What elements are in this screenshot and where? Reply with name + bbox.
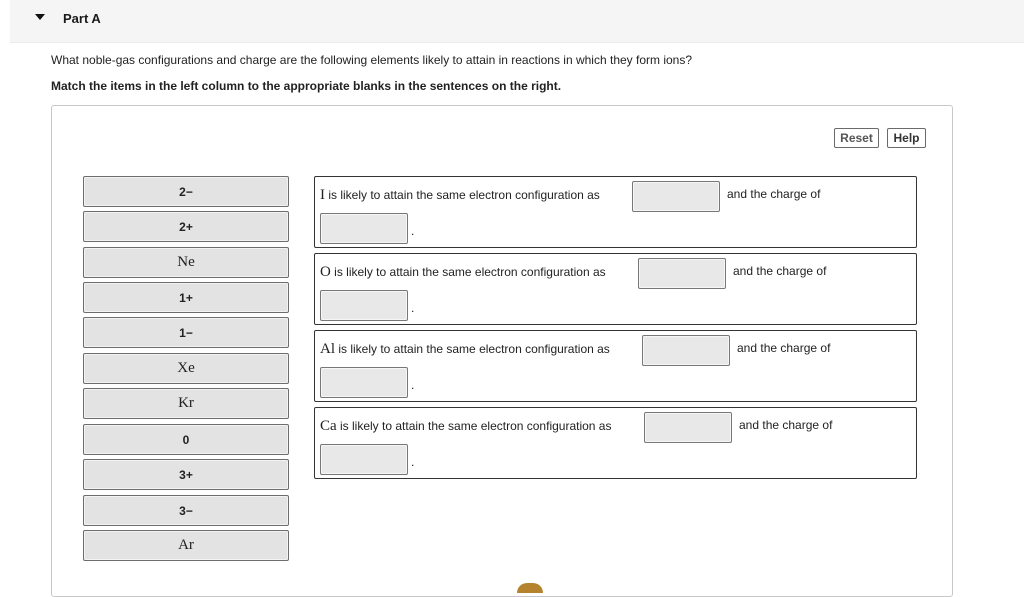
- sentence-oxygen: [314, 253, 917, 325]
- sentence-body: is likely to attain the same electron configuration as: [336, 419, 612, 433]
- token-1-minus[interactable]: 1−: [83, 317, 289, 348]
- sentence-body: is likely to attain the same electron configuration as: [330, 265, 606, 279]
- sentence-suffix: and the charge of: [733, 264, 827, 278]
- question-text: What noble-gas configurations and charge are the following elements likely to attain in reactions in which they form ions?: [51, 53, 693, 67]
- sentence-aluminum: [314, 330, 917, 402]
- sentence-iodine: [314, 176, 917, 248]
- token-kr[interactable]: Kr: [83, 388, 289, 419]
- token-3-minus[interactable]: 3−: [83, 495, 289, 526]
- part-header[interactable]: [10, 0, 1024, 43]
- element-symbol: I: [320, 187, 325, 203]
- element-symbol: O: [320, 264, 331, 280]
- token-xe[interactable]: Xe: [83, 353, 289, 384]
- caret-down-icon[interactable]: [35, 14, 45, 20]
- drop-zone-charge[interactable]: [320, 290, 408, 321]
- token-2-minus[interactable]: 2−: [83, 176, 289, 207]
- sentence-text: [320, 418, 611, 435]
- sentence-suffix: and the charge of: [737, 341, 831, 355]
- instruction-text: Match the items in the left column to the appropriate blanks in the sentences on the right.: [51, 79, 562, 93]
- token-1-plus[interactable]: 1+: [83, 282, 289, 313]
- drop-zone-configuration[interactable]: [632, 181, 720, 212]
- drop-zone-charge[interactable]: [320, 444, 408, 475]
- sentence-body: is likely to attain the same electron configuration as: [325, 188, 600, 202]
- drop-zone-charge[interactable]: [320, 367, 408, 398]
- sentence-suffix: and the charge of: [727, 187, 821, 201]
- token-0[interactable]: 0: [83, 424, 289, 455]
- sentence-text: [320, 341, 610, 358]
- drop-zone-charge[interactable]: [320, 213, 408, 244]
- reset-button[interactable]: Reset: [834, 128, 879, 148]
- help-button[interactable]: Help: [887, 128, 926, 148]
- sentence-suffix: and the charge of: [739, 418, 833, 432]
- token-ar[interactable]: Ar: [83, 530, 289, 561]
- token-ne[interactable]: Ne: [83, 247, 289, 278]
- sentence-text: [320, 187, 600, 204]
- sentence-body: is likely to attain the same electron configuration as: [335, 342, 610, 356]
- token-2-plus[interactable]: 2+: [83, 211, 289, 242]
- token-3-plus[interactable]: 3+: [83, 459, 289, 490]
- partial-avatar-icon: [517, 583, 543, 593]
- sentence-text: [320, 264, 606, 281]
- sentence-period: .: [411, 378, 415, 392]
- sentence-period: .: [411, 455, 415, 469]
- drop-zone-configuration[interactable]: [638, 258, 726, 289]
- drop-zone-configuration[interactable]: [642, 335, 730, 366]
- element-symbol: Ca: [320, 418, 337, 434]
- part-title: Part A: [63, 11, 101, 26]
- drop-zone-configuration[interactable]: [644, 412, 732, 443]
- sentence-period: .: [411, 224, 415, 238]
- sentence-calcium: [314, 407, 917, 479]
- sentence-period: .: [411, 301, 415, 315]
- element-symbol: Al: [320, 341, 335, 357]
